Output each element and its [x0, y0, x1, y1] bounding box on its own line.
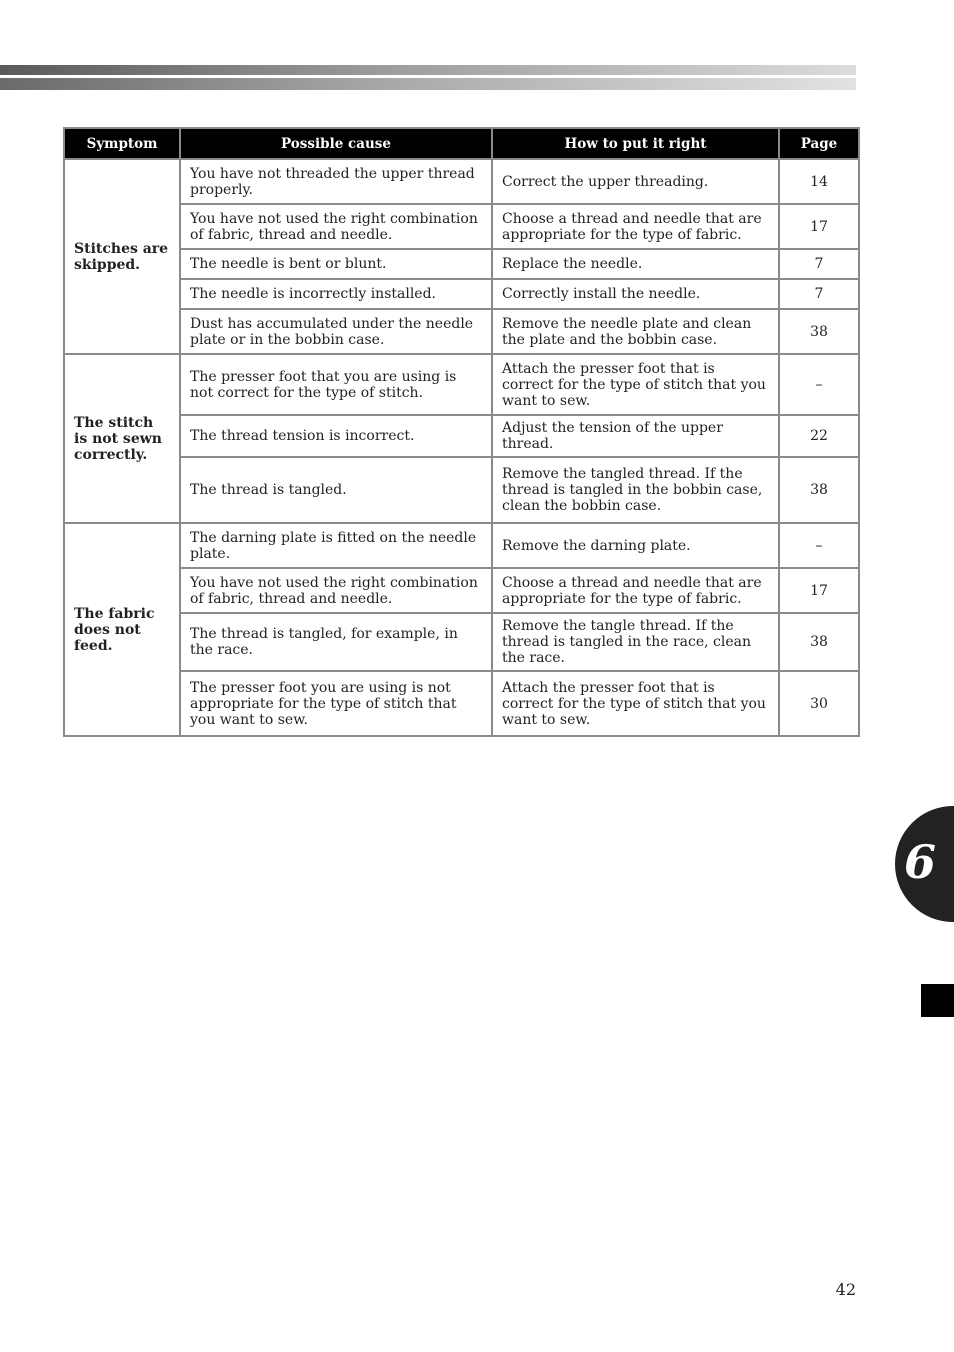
page-cell: 38	[779, 457, 859, 523]
table-row	[64, 309, 859, 354]
header-gradient-bar-bottom	[0, 78, 856, 90]
remedy-cell: Remove the darning plate.	[492, 523, 779, 568]
symptom-cell: Stitches are skipped.	[64, 159, 180, 354]
remedy-cell: Remove the needle plate and clean the plate and the bobbin case.	[492, 309, 779, 354]
table-row	[64, 354, 859, 415]
cause-cell: The needle is bent or blunt.	[180, 249, 492, 279]
remedy-cell: Correct the upper threading.	[492, 159, 779, 204]
table-row	[64, 457, 859, 523]
remedy-cell: Correctly install the needle.	[492, 279, 779, 309]
cause-cell: The darning plate is fitted on the needle plate.	[180, 523, 492, 568]
page-cell: –	[779, 354, 859, 415]
table-row	[64, 613, 859, 671]
page-cell: 7	[779, 249, 859, 279]
header-symptom: Symptom	[64, 128, 180, 159]
page-cell: 22	[779, 415, 859, 457]
table-row	[64, 568, 859, 613]
remedy-cell: Choose a thread and needle that are appropriate for the type of fabric.	[492, 568, 779, 613]
cause-cell: The presser foot that you are using is not correct for the type of stitch.	[180, 354, 492, 415]
table-row	[64, 671, 859, 736]
table-row	[64, 523, 859, 568]
remedy-cell: Adjust the tension of the upper thread.	[492, 415, 779, 457]
remedy-cell: Choose a thread and needle that are appropriate for the type of fabric.	[492, 204, 779, 249]
cause-cell: Dust has accumulated under the needle plate or in the bobbin case.	[180, 309, 492, 354]
page-cell: 17	[779, 568, 859, 613]
page-cell: –	[779, 523, 859, 568]
table-header-row	[64, 128, 859, 159]
remedy-cell: Remove the tangled thread. If the thread is tangled in the bobbin case, clean the bobbin case.	[492, 457, 779, 523]
troubleshooting-table	[63, 127, 860, 737]
remedy-cell: Replace the needle.	[492, 249, 779, 279]
chapter-number: 6	[904, 835, 937, 889]
page-cell: 7	[779, 279, 859, 309]
page-cell: 38	[779, 613, 859, 671]
cause-cell: The thread tension is incorrect.	[180, 415, 492, 457]
symptom-cell: The fabric does not feed.	[64, 523, 180, 736]
header-how-to-put-it-right: How to put it right	[492, 128, 779, 159]
table-row	[64, 159, 859, 204]
cause-cell: The thread is tangled, for example, in the race.	[180, 613, 492, 671]
table-row	[64, 249, 859, 279]
cause-cell: You have not threaded the upper thread properly.	[180, 159, 492, 204]
remedy-cell: Attach the presser foot that is correct for the type of stitch that you want to sew.	[492, 671, 779, 736]
cause-cell: The needle is incorrectly installed.	[180, 279, 492, 309]
cause-cell: The presser foot you are using is not appropriate for the type of stitch that you want to sew.	[180, 671, 492, 736]
remedy-cell: Remove the tangle thread. If the thread is tangled in the race, clean the race.	[492, 613, 779, 671]
header-possible-cause: Possible cause	[180, 128, 492, 159]
table-row	[64, 279, 859, 309]
cause-cell: You have not used the right combination of fabric, thread and needle.	[180, 204, 492, 249]
symptom-cell: The stitch is not sewn correctly.	[64, 354, 180, 523]
page-cell: 38	[779, 309, 859, 354]
page-number: 42	[835, 1280, 856, 1299]
page-cell: 17	[779, 204, 859, 249]
section-marker-square	[921, 984, 954, 1017]
remedy-cell: Attach the presser foot that is correct for the type of stitch that you want to sew.	[492, 354, 779, 415]
cause-cell: The thread is tangled.	[180, 457, 492, 523]
table-row	[64, 204, 859, 249]
cause-cell: You have not used the right combination of fabric, thread and needle.	[180, 568, 492, 613]
header-page: Page	[779, 128, 859, 159]
page-cell: 14	[779, 159, 859, 204]
header-gradient-bar-top	[0, 65, 856, 75]
table-row	[64, 415, 859, 457]
page-cell: 30	[779, 671, 859, 736]
